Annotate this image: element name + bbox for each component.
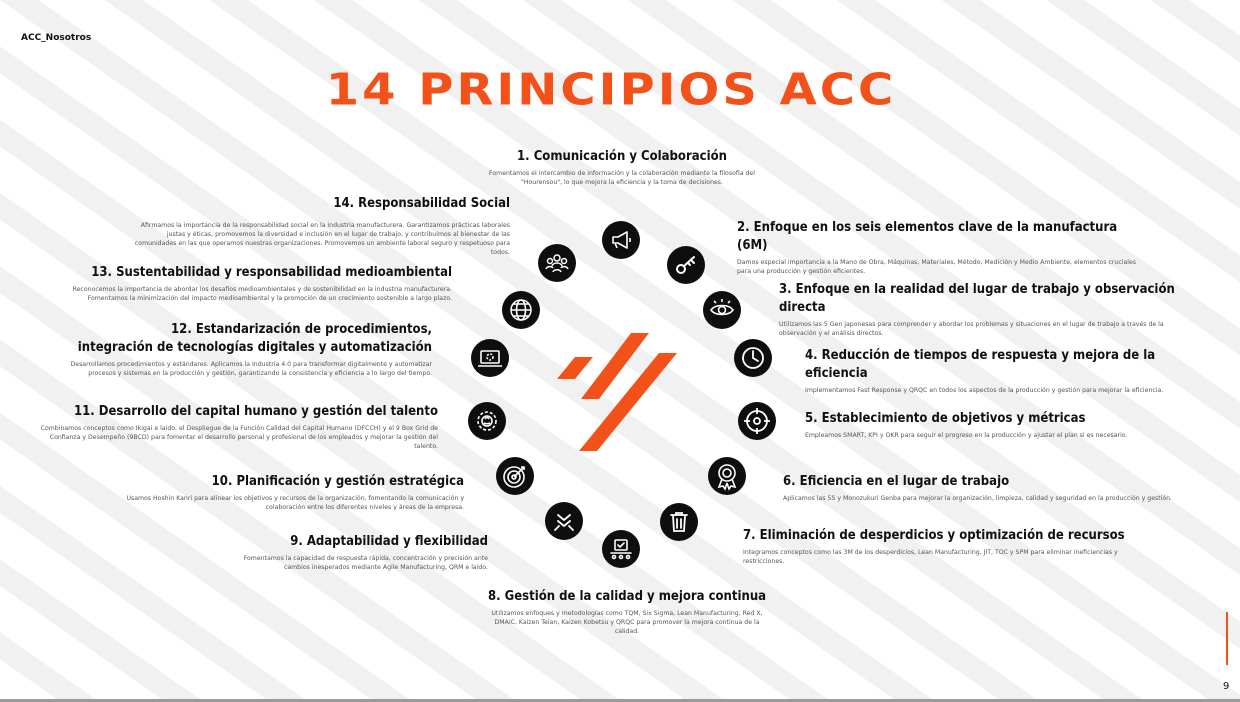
- principle-2: [737, 219, 1147, 276]
- principle-12: [70, 321, 432, 378]
- principle-description: Integramos conceptos como las 3M de los desperdicios, Lean Manufacturing, JIT, TOC y SPM para eliminar ineficiencias y restricciones.: [743, 549, 1118, 565]
- people-group-icon: [538, 244, 576, 282]
- principle-description: Utilizamos enfoques y metodologías como TQM, Six Sigma, Lean Manufacturing, Red X, DMAIC, Kaizen Teian, Kaizen Kobetsu y QRQC para promover la mejora continua de la calidad.: [491, 610, 763, 635]
- principle-title: 12. Estandarización de procedimientos,: [171, 322, 432, 337]
- trash-icon: [660, 503, 698, 541]
- laptop-gear-icon: [471, 339, 509, 377]
- principle-title-line2: integración de tecnologías digitales y automatización: [77, 340, 432, 355]
- principle-11: [30, 403, 438, 451]
- principle-3: [779, 281, 1199, 338]
- principle-title: 3. Enfoque en la realidad del lugar de trabajo y observación directa: [779, 282, 1175, 315]
- principle-title: 1. Comunicación y Colaboración: [517, 149, 727, 164]
- principle-description: Aplicamos las 5S y Monozukuri Genba para mejorar la organización, limpieza, calidad y seguridad en la producción y gestión.: [783, 495, 1173, 502]
- principle-10: [100, 473, 464, 512]
- principle-description: Reconocemos la importancia de abordar los desafíos medioambientales y de sostenibilidad en la industria manufacturera. Fomentamos la minimización del impacto medioambiental y la promoción de un crecimiento sostenible a largo plazo.: [72, 286, 452, 302]
- target-icon: [738, 402, 776, 440]
- principle-7: [743, 527, 1153, 566]
- principle-4: [805, 347, 1210, 395]
- principle-1: [480, 148, 764, 187]
- principle-title: 11. Desarrollo del capital humano y gestión del talento: [73, 404, 438, 419]
- principle-title: 8. Gestión de la calidad y mejora continua: [487, 589, 767, 604]
- page-title: 14 PRINCIPIOS ACC: [325, 64, 897, 116]
- principle-title: 7. Eliminación de desperdicios y optimización de recursos: [743, 528, 1125, 543]
- dartboard-icon: [496, 457, 534, 495]
- principle-description: Desarrollamos procedimientos y estándares. Aplicamos la Industria 4.0 para transformar digitalmente y automatizar procesos y sistemas en la producción y gestión, garantizando la consistencia y eficiencia a lo largo del tiempo.: [70, 361, 432, 377]
- principle-title: 2. Enfoque en los seis elementos clave de la manufactura (6M): [737, 220, 1118, 253]
- eye-icon: [703, 291, 741, 329]
- principle-title: 4. Reducción de tiempos de respuesta y mejora de la eficiencia: [805, 348, 1156, 381]
- principle-title: 6. Eficiencia en el lugar de trabajo: [783, 474, 1010, 489]
- principle-description: Combinamos conceptos como Ikigai e laido, el Despliegue de la Función Calidad del Capital Humano (DFCCH) y el 9 Box Grid de Confianza y Desempeño (9BCD) para fomentar el desarrollo personal y profesional de los empleados y mejorar la gestión del talento.: [40, 425, 438, 450]
- principle-description: Empleamos SMART, KPI y OKR para seguir el progreso en la producción y ajustar el plan si es necesario.: [805, 432, 1128, 439]
- principle-title: 10. Planificación y gestión estratégica: [211, 474, 464, 489]
- principle-title: 5. Establecimiento de objetivos y métricas: [805, 411, 1086, 426]
- principle-5: [805, 410, 1185, 440]
- principle-description: Utilizamos las 5 Gen japonesas para comprender y abordar los problemas y situaciones en el lugar de trabajo a través de la observación y el análisis directos.: [779, 321, 1164, 337]
- principle-title: 13. Sustentabilidad y responsabilidad medioambiental: [91, 265, 452, 280]
- page-number: 9: [1223, 681, 1230, 692]
- conveyor-check-icon: [602, 530, 640, 568]
- principle-description: Damos especial importancia a la Mano de Obra, Máquinas, Materiales, Método, Medición y Medio Ambiente, elementos cruciales para una producción y gestión eficientes.: [737, 259, 1137, 275]
- acc-logo: [555, 333, 680, 453]
- arrows-adapt-icon: [545, 502, 583, 540]
- award-badge-icon: [708, 457, 746, 495]
- clock-icon: [734, 339, 772, 377]
- principle-14: [130, 195, 510, 257]
- header-label: ACC_Nosotros: [21, 33, 92, 43]
- brain-gear-icon: [468, 402, 506, 440]
- principle-8: [480, 588, 774, 636]
- principle-description: Usamos Hoshin Kanri para alinear los objetivos y recursos de la organización, fomentando la comunicación y colaboración entre los diferentes niveles y áreas de la empresa.: [126, 495, 464, 511]
- principle-9: [210, 533, 488, 572]
- principle-description: Fomentamos el intercambio de información y la colaboración mediante la filosofía del "Hourensou", lo que mejora la eficiencia y la toma de decisiones.: [489, 170, 755, 186]
- globe-icon: [502, 291, 540, 329]
- principle-13: [70, 264, 452, 303]
- key-icon: [667, 246, 705, 284]
- principle-description: Afirmamos la importancia de la responsabilidad social en la industria manufacturera. Garantizamos prácticas laborales justas y éticas, promovemos la diversidad e inclusión en el lugar de trabajo, y contribuimos al bienestar de las comunidades en las que operamos nuestras organizaciones. Promovemos un ambiente laboral seguro y respetuoso para todos.: [134, 222, 510, 256]
- principle-title: 9. Adaptabilidad y flexibilidad: [290, 534, 488, 549]
- principle-6: [783, 473, 1183, 503]
- megaphone-icon: [602, 221, 640, 259]
- principle-title: 14. Responsabilidad Social: [333, 196, 510, 211]
- accent-side-line: [1226, 612, 1228, 665]
- principle-description: Fomentamos la capacidad de respuesta rápida, concentración y precisión ante cambios inesperados mediante Agile Manufacturing, QRM e laido.: [243, 555, 488, 571]
- principle-description: Implementamos Fast Response y QRQC en todos los aspectos de la producción y gestión para mejorar la eficiencia.: [805, 387, 1164, 394]
